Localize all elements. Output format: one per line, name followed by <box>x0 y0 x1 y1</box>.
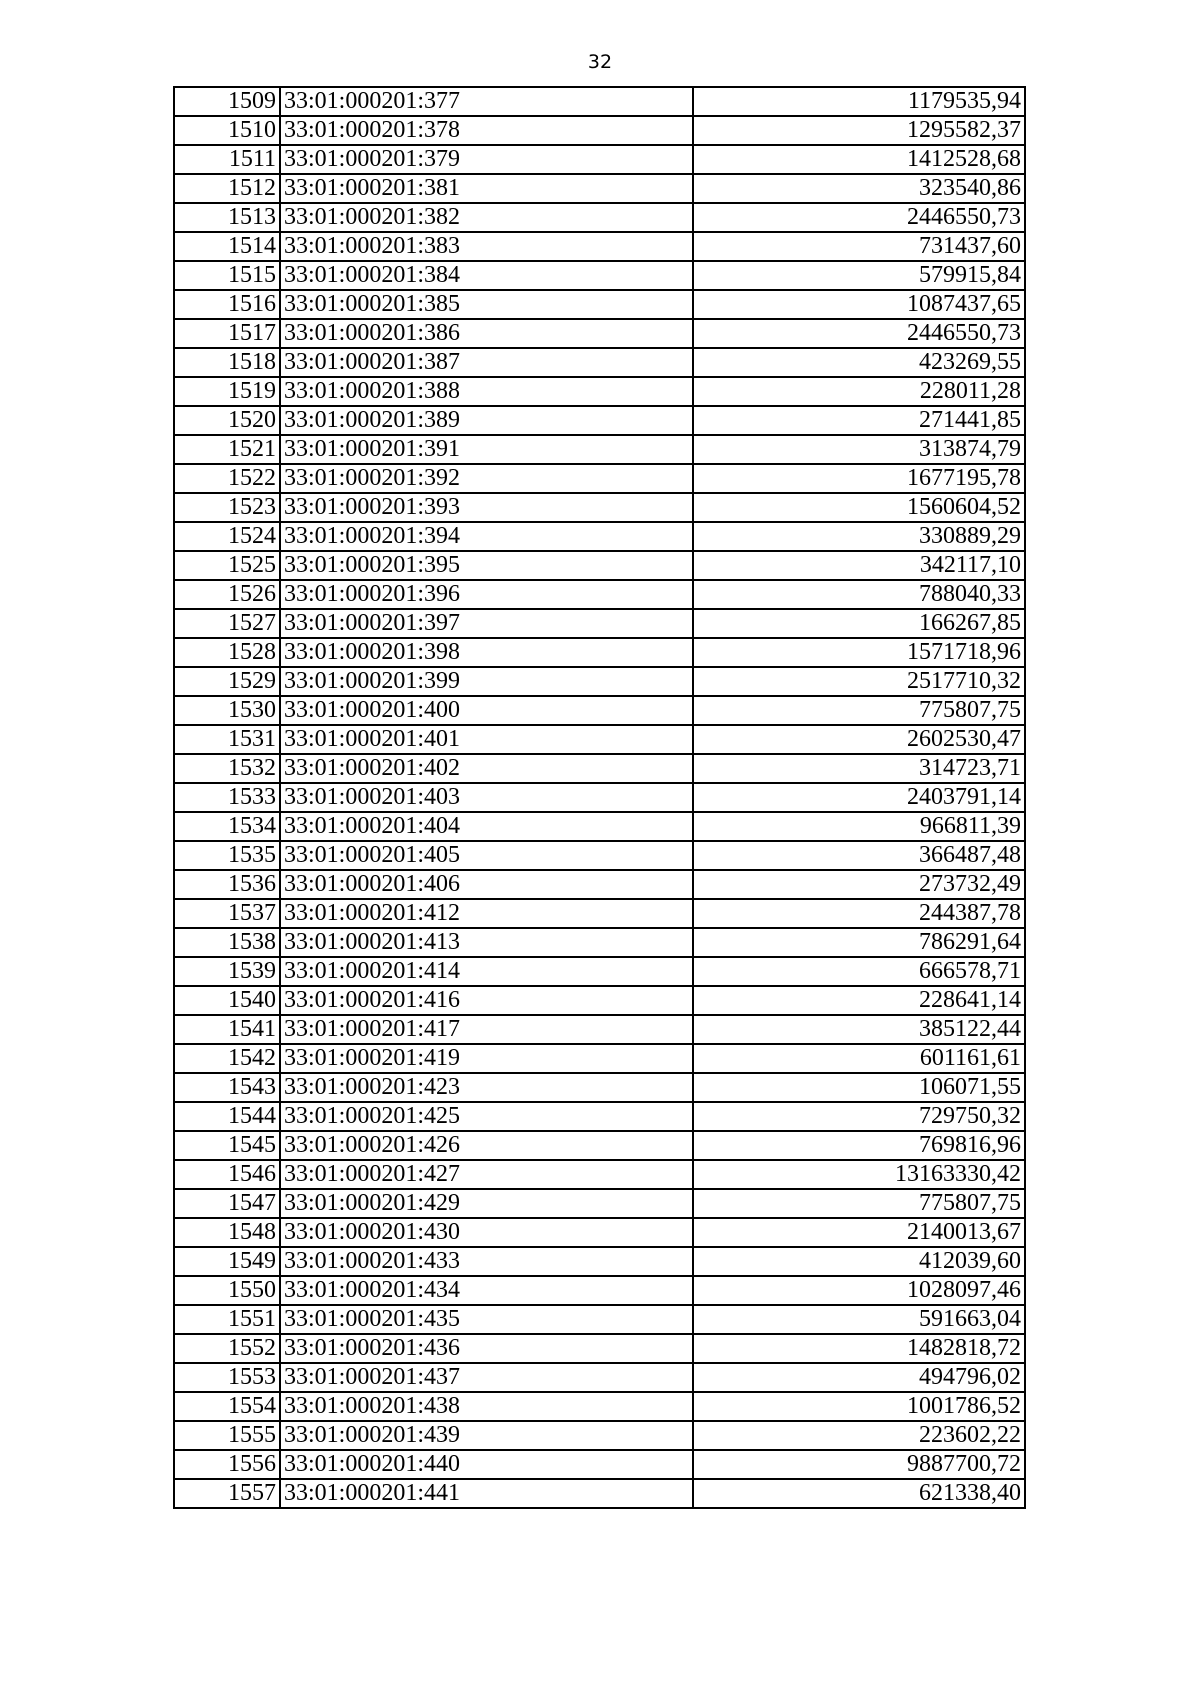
cadastral-number-cell: 33:01:000201:414 <box>280 957 693 986</box>
table-row <box>174 899 1025 928</box>
cadastral-value-cell: 223602,22 <box>693 1421 1025 1450</box>
row-number-cell: 1518 <box>174 348 280 377</box>
table-row <box>174 841 1025 870</box>
cadastral-number-cell: 33:01:000201:435 <box>280 1305 693 1334</box>
table-row <box>174 1305 1025 1334</box>
cadastral-number-cell: 33:01:000201:405 <box>280 841 693 870</box>
cadastral-number-cell: 33:01:000201:419 <box>280 1044 693 1073</box>
cadastral-value-cell: 775807,75 <box>693 1189 1025 1218</box>
table-row <box>174 1479 1025 1508</box>
table-row <box>174 1363 1025 1392</box>
row-number-cell: 1548 <box>174 1218 280 1247</box>
cadastral-number-cell: 33:01:000201:425 <box>280 1102 693 1131</box>
table-row <box>174 638 1025 667</box>
table-row <box>174 986 1025 1015</box>
cadastral-number-cell: 33:01:000201:433 <box>280 1247 693 1276</box>
table-row <box>174 1044 1025 1073</box>
row-number-cell: 1514 <box>174 232 280 261</box>
cadastral-number-cell: 33:01:000201:401 <box>280 725 693 754</box>
cadastral-number-cell: 33:01:000201:387 <box>280 348 693 377</box>
cadastral-number-cell: 33:01:000201:426 <box>280 1131 693 1160</box>
row-number-cell: 1515 <box>174 261 280 290</box>
table-row <box>174 464 1025 493</box>
table-row <box>174 609 1025 638</box>
row-number-cell: 1555 <box>174 1421 280 1450</box>
row-number-cell: 1521 <box>174 435 280 464</box>
cadastral-number-cell: 33:01:000201:377 <box>280 87 693 116</box>
table-row <box>174 1392 1025 1421</box>
cadastral-number-cell: 33:01:000201:384 <box>280 261 693 290</box>
cadastral-value-cell: 323540,86 <box>693 174 1025 203</box>
cadastral-number-cell: 33:01:000201:430 <box>280 1218 693 1247</box>
cadastral-number-cell: 33:01:000201:382 <box>280 203 693 232</box>
cadastral-number-cell: 33:01:000201:423 <box>280 1073 693 1102</box>
row-number-cell: 1537 <box>174 899 280 928</box>
row-number-cell: 1545 <box>174 1131 280 1160</box>
cadastral-value-cell: 1412528,68 <box>693 145 1025 174</box>
table-row <box>174 1218 1025 1247</box>
table-row <box>174 1131 1025 1160</box>
row-number-cell: 1517 <box>174 319 280 348</box>
cadastral-number-cell: 33:01:000201:396 <box>280 580 693 609</box>
cadastral-number-cell: 33:01:000201:413 <box>280 928 693 957</box>
table-row <box>174 174 1025 203</box>
cadastral-value-cell: 2140013,67 <box>693 1218 1025 1247</box>
row-number-cell: 1557 <box>174 1479 280 1508</box>
row-number-cell: 1556 <box>174 1450 280 1479</box>
table-row <box>174 145 1025 174</box>
row-number-cell: 1539 <box>174 957 280 986</box>
cadastral-value-cell: 1295582,37 <box>693 116 1025 145</box>
cadastral-value-table <box>173 86 1026 1509</box>
cadastral-value-cell: 601161,61 <box>693 1044 1025 1073</box>
table-row <box>174 319 1025 348</box>
cadastral-number-cell: 33:01:000201:397 <box>280 609 693 638</box>
cadastral-number-cell: 33:01:000201:417 <box>280 1015 693 1044</box>
cadastral-value-cell: 9887700,72 <box>693 1450 1025 1479</box>
cadastral-value-cell: 1087437,65 <box>693 290 1025 319</box>
cadastral-value-cell: 330889,29 <box>693 522 1025 551</box>
cadastral-value-cell: 731437,60 <box>693 232 1025 261</box>
cadastral-number-cell: 33:01:000201:406 <box>280 870 693 899</box>
table-row <box>174 696 1025 725</box>
cadastral-value-cell: 966811,39 <box>693 812 1025 841</box>
row-number-cell: 1535 <box>174 841 280 870</box>
cadastral-number-cell: 33:01:000201:399 <box>280 667 693 696</box>
table-row <box>174 435 1025 464</box>
cadastral-number-cell: 33:01:000201:403 <box>280 783 693 812</box>
row-number-cell: 1551 <box>174 1305 280 1334</box>
cadastral-value-cell: 244387,78 <box>693 899 1025 928</box>
row-number-cell: 1552 <box>174 1334 280 1363</box>
cadastral-number-cell: 33:01:000201:439 <box>280 1421 693 1450</box>
cadastral-value-cell: 106071,55 <box>693 1073 1025 1102</box>
cadastral-number-cell: 33:01:000201:416 <box>280 986 693 1015</box>
table-row <box>174 348 1025 377</box>
cadastral-value-cell: 788040,33 <box>693 580 1025 609</box>
table-row <box>174 725 1025 754</box>
table-row <box>174 812 1025 841</box>
cadastral-value-cell: 579915,84 <box>693 261 1025 290</box>
cadastral-value-cell: 591663,04 <box>693 1305 1025 1334</box>
cadastral-number-cell: 33:01:000201:385 <box>280 290 693 319</box>
table-row <box>174 116 1025 145</box>
cadastral-value-cell: 1482818,72 <box>693 1334 1025 1363</box>
cadastral-value-cell: 385122,44 <box>693 1015 1025 1044</box>
row-number-cell: 1511 <box>174 145 280 174</box>
row-number-cell: 1525 <box>174 551 280 580</box>
row-number-cell: 1512 <box>174 174 280 203</box>
table-row <box>174 87 1025 116</box>
row-number-cell: 1533 <box>174 783 280 812</box>
table-row <box>174 580 1025 609</box>
cadastral-number-cell: 33:01:000201:379 <box>280 145 693 174</box>
cadastral-number-cell: 33:01:000201:389 <box>280 406 693 435</box>
cadastral-value-cell: 775807,75 <box>693 696 1025 725</box>
cadastral-number-cell: 33:01:000201:395 <box>280 551 693 580</box>
cadastral-number-cell: 33:01:000201:404 <box>280 812 693 841</box>
table-row <box>174 1102 1025 1131</box>
cadastral-value-cell: 313874,79 <box>693 435 1025 464</box>
cadastral-number-cell: 33:01:000201:392 <box>280 464 693 493</box>
table-row <box>174 667 1025 696</box>
cadastral-number-cell: 33:01:000201:400 <box>280 696 693 725</box>
table-row <box>174 1073 1025 1102</box>
cadastral-value-cell: 621338,40 <box>693 1479 1025 1508</box>
table-row <box>174 290 1025 319</box>
row-number-cell: 1520 <box>174 406 280 435</box>
cadastral-number-cell: 33:01:000201:381 <box>280 174 693 203</box>
table-row <box>174 754 1025 783</box>
cadastral-number-cell: 33:01:000201:427 <box>280 1160 693 1189</box>
cadastral-number-cell: 33:01:000201:412 <box>280 899 693 928</box>
row-number-cell: 1541 <box>174 1015 280 1044</box>
table-row <box>174 783 1025 812</box>
cadastral-value-cell: 666578,71 <box>693 957 1025 986</box>
row-number-cell: 1550 <box>174 1276 280 1305</box>
row-number-cell: 1542 <box>174 1044 280 1073</box>
row-number-cell: 1544 <box>174 1102 280 1131</box>
cadastral-value-cell: 1571718,96 <box>693 638 1025 667</box>
row-number-cell: 1532 <box>174 754 280 783</box>
cadastral-value-cell: 271441,85 <box>693 406 1025 435</box>
cadastral-value-cell: 786291,64 <box>693 928 1025 957</box>
cadastral-number-cell: 33:01:000201:436 <box>280 1334 693 1363</box>
row-number-cell: 1530 <box>174 696 280 725</box>
cadastral-value-cell: 2446550,73 <box>693 319 1025 348</box>
table-row <box>174 261 1025 290</box>
row-number-cell: 1513 <box>174 203 280 232</box>
row-number-cell: 1536 <box>174 870 280 899</box>
row-number-cell: 1529 <box>174 667 280 696</box>
cadastral-value-cell: 1179535,94 <box>693 87 1025 116</box>
table-row <box>174 1247 1025 1276</box>
cadastral-number-cell: 33:01:000201:393 <box>280 493 693 522</box>
cadastral-value-cell: 166267,85 <box>693 609 1025 638</box>
table-row <box>174 377 1025 406</box>
cadastral-value-cell: 366487,48 <box>693 841 1025 870</box>
row-number-cell: 1534 <box>174 812 280 841</box>
cadastral-number-cell: 33:01:000201:391 <box>280 435 693 464</box>
cadastral-number-cell: 33:01:000201:440 <box>280 1450 693 1479</box>
cadastral-number-cell: 33:01:000201:394 <box>280 522 693 551</box>
cadastral-value-cell: 273732,49 <box>693 870 1025 899</box>
cadastral-number-cell: 33:01:000201:438 <box>280 1392 693 1421</box>
row-number-cell: 1540 <box>174 986 280 1015</box>
cadastral-value-cell: 228641,14 <box>693 986 1025 1015</box>
table-row <box>174 1160 1025 1189</box>
table-row <box>174 1334 1025 1363</box>
cadastral-value-cell: 494796,02 <box>693 1363 1025 1392</box>
cadastral-value-cell: 13163330,42 <box>693 1160 1025 1189</box>
row-number-cell: 1547 <box>174 1189 280 1218</box>
row-number-cell: 1553 <box>174 1363 280 1392</box>
cadastral-number-cell: 33:01:000201:378 <box>280 116 693 145</box>
cadastral-value-cell: 412039,60 <box>693 1247 1025 1276</box>
row-number-cell: 1519 <box>174 377 280 406</box>
table-row <box>174 1421 1025 1450</box>
row-number-cell: 1509 <box>174 87 280 116</box>
row-number-cell: 1549 <box>174 1247 280 1276</box>
row-number-cell: 1522 <box>174 464 280 493</box>
table-row <box>174 870 1025 899</box>
row-number-cell: 1554 <box>174 1392 280 1421</box>
cadastral-number-cell: 33:01:000201:402 <box>280 754 693 783</box>
cadastral-value-cell: 1677195,78 <box>693 464 1025 493</box>
table-row <box>174 203 1025 232</box>
table-row <box>174 232 1025 261</box>
row-number-cell: 1527 <box>174 609 280 638</box>
row-number-cell: 1538 <box>174 928 280 957</box>
cadastral-number-cell: 33:01:000201:429 <box>280 1189 693 1218</box>
cadastral-value-cell: 342117,10 <box>693 551 1025 580</box>
cadastral-number-cell: 33:01:000201:437 <box>280 1363 693 1392</box>
cadastral-value-cell: 2403791,14 <box>693 783 1025 812</box>
cadastral-number-cell: 33:01:000201:386 <box>280 319 693 348</box>
cadastral-value-cell: 423269,55 <box>693 348 1025 377</box>
table-row <box>174 406 1025 435</box>
cadastral-value-cell: 228011,28 <box>693 377 1025 406</box>
row-number-cell: 1543 <box>174 1073 280 1102</box>
row-number-cell: 1546 <box>174 1160 280 1189</box>
cadastral-number-cell: 33:01:000201:441 <box>280 1479 693 1508</box>
row-number-cell: 1531 <box>174 725 280 754</box>
row-number-cell: 1524 <box>174 522 280 551</box>
row-number-cell: 1528 <box>174 638 280 667</box>
row-number-cell: 1510 <box>174 116 280 145</box>
cadastral-value-cell: 2517710,32 <box>693 667 1025 696</box>
cadastral-number-cell: 33:01:000201:398 <box>280 638 693 667</box>
table-row <box>174 957 1025 986</box>
table-row <box>174 928 1025 957</box>
table-row <box>174 1015 1025 1044</box>
table-row <box>174 551 1025 580</box>
row-number-cell: 1526 <box>174 580 280 609</box>
cadastral-number-cell: 33:01:000201:388 <box>280 377 693 406</box>
cadastral-value-cell: 1560604,52 <box>693 493 1025 522</box>
row-number-cell: 1523 <box>174 493 280 522</box>
cadastral-value-cell: 1001786,52 <box>693 1392 1025 1421</box>
table-row <box>174 1450 1025 1479</box>
cadastral-number-cell: 33:01:000201:383 <box>280 232 693 261</box>
table-body <box>174 87 1025 1508</box>
page-number: 32 <box>587 51 613 73</box>
row-number-cell: 1516 <box>174 290 280 319</box>
table-row <box>174 493 1025 522</box>
cadastral-value-cell: 1028097,46 <box>693 1276 1025 1305</box>
table-row <box>174 522 1025 551</box>
cadastral-value-cell: 314723,71 <box>693 754 1025 783</box>
table-row <box>174 1276 1025 1305</box>
cadastral-number-cell: 33:01:000201:434 <box>280 1276 693 1305</box>
cadastral-value-cell: 2446550,73 <box>693 203 1025 232</box>
cadastral-value-cell: 2602530,47 <box>693 725 1025 754</box>
cadastral-value-cell: 729750,32 <box>693 1102 1025 1131</box>
cadastral-value-cell: 769816,96 <box>693 1131 1025 1160</box>
table-row <box>174 1189 1025 1218</box>
